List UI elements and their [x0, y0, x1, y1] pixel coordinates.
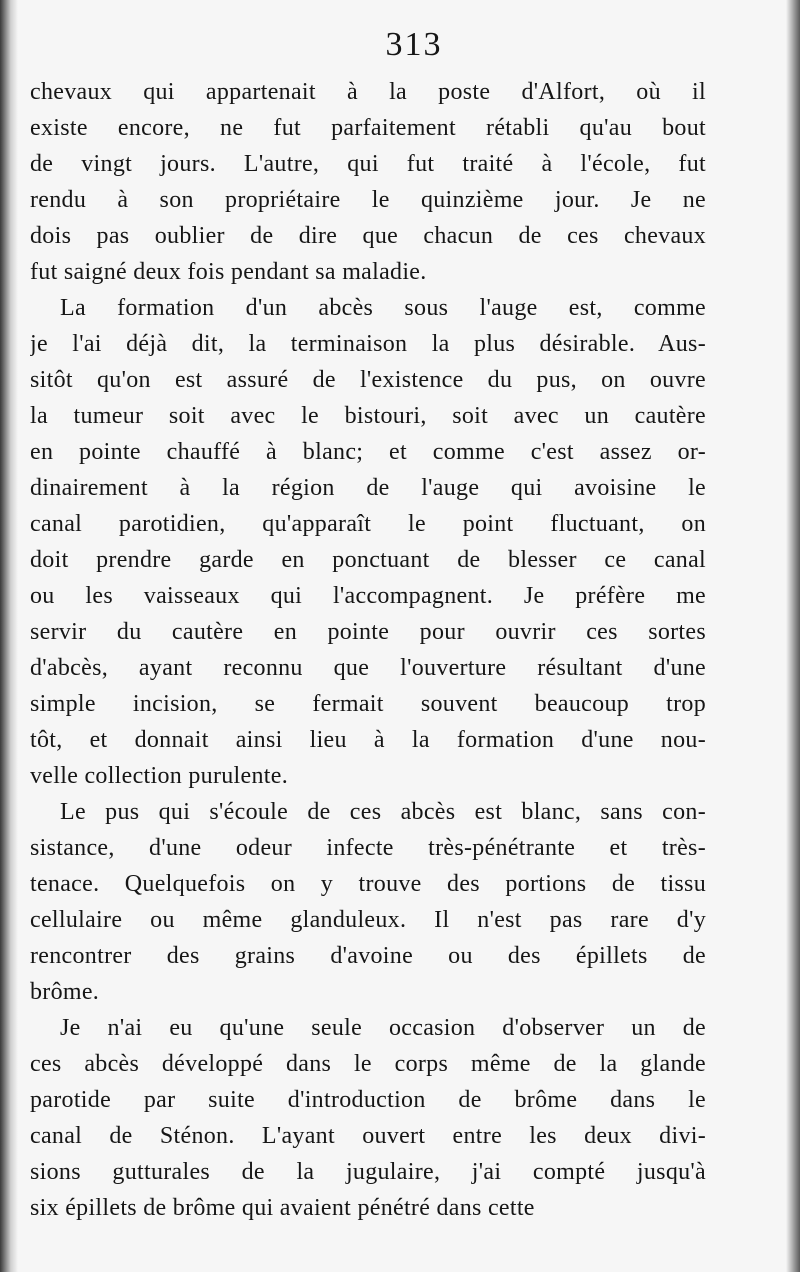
text-line: Le pus qui s'écoule de ces abcès est blanc, sans con- — [60, 799, 706, 825]
paragraph — [30, 1010, 706, 1226]
body-text — [30, 74, 706, 1226]
text-line: cellulaire ou même glanduleux. Il n'est pas rare d'y — [30, 907, 706, 933]
text-line: parotide par suite d'introduction de brôme dans le — [30, 1087, 706, 1113]
text-line: brôme. — [30, 979, 100, 1005]
text-line: existe encore, ne fut parfaitement rétabli qu'au bout — [30, 115, 706, 141]
text-line: de vingt jours. L'autre, qui fut traité à l'école, fut — [30, 151, 706, 177]
text-line: sistance, d'une odeur infecte très-pénétrante et très- — [30, 835, 706, 861]
text-line: tenace. Quelquefois on y trouve des portions de tissu — [30, 871, 706, 897]
text-line: sions gutturales de la jugulaire, j'ai compté jusqu'à — [30, 1159, 706, 1185]
text-line: la tumeur soit avec le bistouri, soit avec un cautère — [30, 403, 706, 429]
text-line: tôt, et donnait ainsi lieu à la formation d'une nou- — [30, 727, 706, 753]
text-line: servir du cautère en pointe pour ouvrir ces sortes — [30, 619, 706, 645]
paragraph — [30, 74, 706, 290]
page-number: 313 — [385, 26, 443, 63]
text-line: ces abcès développé dans le corps même de la glande — [30, 1051, 706, 1077]
text-line: rendu à son propriétaire le quinzième jour. Je ne — [30, 187, 706, 213]
text-line: chevaux qui appartenait à la poste d'Alfort, où il — [30, 79, 706, 105]
text-line: simple incision, se fermait souvent beaucoup trop — [30, 691, 706, 717]
paragraph — [30, 794, 706, 1010]
text-line: canal parotidien, qu'apparaît le point fluctuant, on — [30, 511, 706, 537]
paragraph — [30, 290, 706, 794]
page-left-edge-shadow — [0, 0, 18, 1272]
text-line: Je n'ai eu qu'une seule occasion d'observer un de — [60, 1015, 706, 1041]
text-line: rencontrer des grains d'avoine ou des épillets de — [30, 943, 706, 969]
text-line: dinairement à la région de l'auge qui avoisine le — [30, 475, 706, 501]
text-line: canal de Sténon. L'ayant ouvert entre les deux divi- — [30, 1123, 706, 1149]
text-line: je l'ai déjà dit, la terminaison la plus désirable. Aus- — [30, 331, 706, 357]
text-line: en pointe chauffé à blanc; et comme c'est assez or- — [30, 439, 706, 465]
page-right-edge-shadow — [786, 0, 800, 1272]
text-line: dois pas oublier de dire que chacun de ces chevaux — [30, 223, 706, 249]
text-line: ou les vaisseaux qui l'accompagnent. Je préfère me — [30, 583, 706, 609]
text-line: La formation d'un abcès sous l'auge est, comme — [60, 295, 706, 321]
text-line: fut saigné deux fois pendant sa maladie. — [30, 259, 427, 285]
text-line: velle collection purulente. — [30, 763, 289, 789]
text-line: six épillets de brôme qui avaient pénétré dans cette — [30, 1195, 535, 1221]
text-line: d'abcès, ayant reconnu que l'ouverture résultant d'une — [30, 655, 706, 681]
text-line: doit prendre garde en ponctuant de blesser ce canal — [30, 547, 706, 573]
text-line: sitôt qu'on est assuré de l'existence du pus, on ouvre — [30, 367, 706, 393]
